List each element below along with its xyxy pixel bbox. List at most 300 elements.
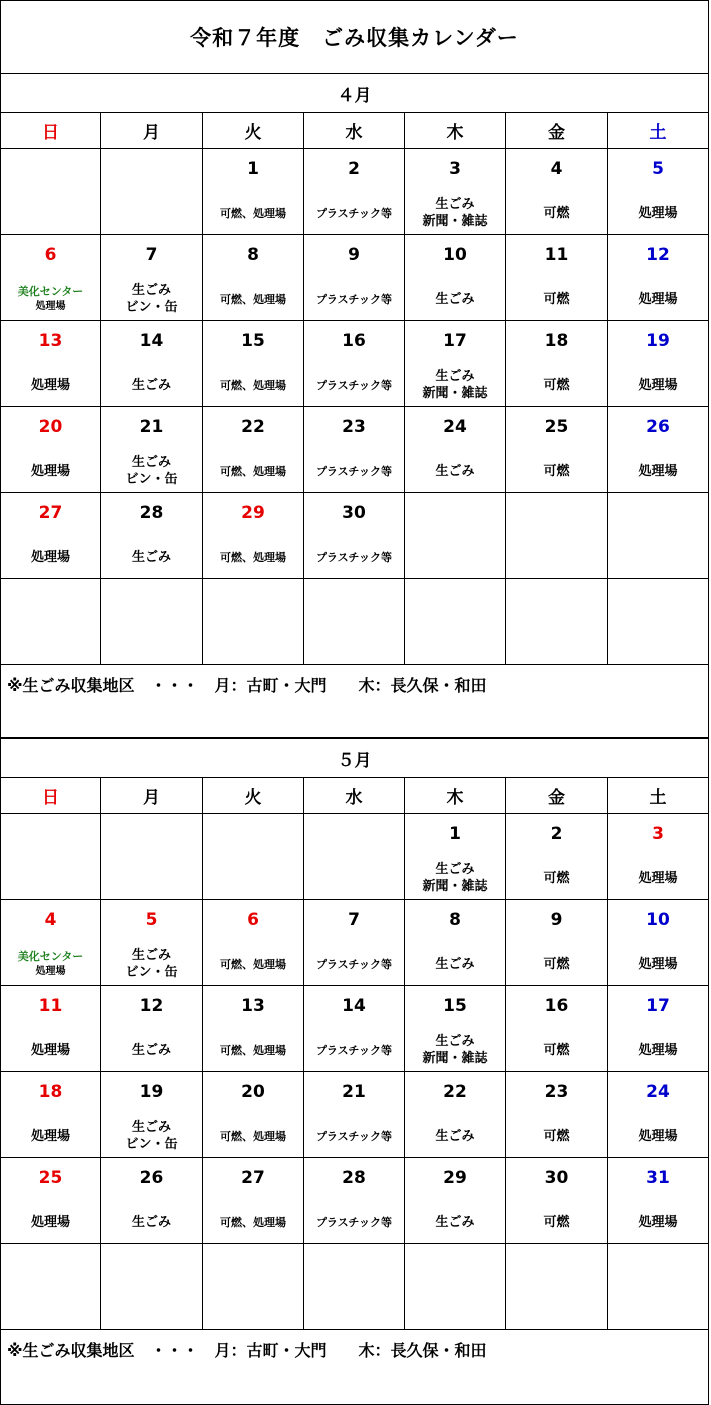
day-number: 21: [342, 1082, 366, 1102]
collection-note: [304, 1204, 404, 1240]
day-cell: [506, 235, 608, 321]
weekday-header: 水: [304, 113, 405, 149]
collection-item: 可燃、処理場: [220, 957, 286, 971]
collection-note: [1, 281, 100, 317]
day-cell: [101, 986, 203, 1072]
collection-item: プラスチック等: [315, 957, 393, 971]
collection-note: [405, 1118, 505, 1154]
day-number: 18: [544, 331, 569, 351]
collection-item: 処理場: [35, 966, 66, 977]
day-cell: [608, 493, 709, 579]
day-number: 23: [544, 1082, 569, 1102]
collection-item: 処理場: [638, 463, 678, 479]
day-number: 9: [550, 910, 563, 930]
collection-area-text: ※生ごみ収集地区 ・・・ 月：古町・大門 木：長久保・和田: [7, 676, 487, 695]
day-number: 5: [652, 159, 664, 179]
collection-item: 生ごみ: [435, 197, 475, 212]
day-number: 31: [646, 1168, 670, 1188]
day-cell: [101, 900, 203, 986]
day-number: 17: [443, 331, 467, 351]
day-number: 28: [139, 503, 164, 523]
collection-note: [405, 946, 505, 982]
day-cell: [0, 149, 101, 235]
collection-item: 処理場: [638, 1042, 678, 1058]
day-number: 6: [247, 910, 259, 930]
day-number: 19: [646, 331, 670, 351]
day-cell: [506, 407, 608, 493]
day-cell: [506, 900, 608, 986]
collection-item: 生ごみ: [435, 1034, 475, 1049]
collection-note: [304, 367, 404, 403]
collection-item: 生ごみ: [435, 1214, 475, 1230]
day-number: 30: [342, 503, 366, 523]
weekday-header: 木: [405, 113, 506, 149]
day-cell: [304, 1072, 405, 1158]
day-cell: [203, 1244, 304, 1330]
day-cell: [405, 1158, 506, 1244]
collection-item: 処理場: [638, 956, 678, 972]
day-cell: [101, 493, 203, 579]
day-number: 19: [139, 1082, 164, 1102]
collection-note: [405, 860, 505, 896]
collection-item: プラスチック等: [315, 1129, 393, 1143]
collection-note: [203, 367, 303, 403]
day-cell: [608, 407, 709, 493]
collection-note: [608, 1118, 708, 1154]
weekday-header: 木: [405, 778, 506, 814]
collection-note: [101, 1204, 202, 1240]
collection-note: [304, 1118, 404, 1154]
day-cell: [203, 321, 304, 407]
collection-item: 生ごみ: [131, 1214, 171, 1230]
collection-item: プラスチック等: [315, 378, 393, 392]
collection-item: 生ごみ: [131, 455, 171, 470]
collection-item: ビン・缶: [125, 472, 178, 487]
day-number: 26: [139, 1168, 164, 1188]
day-number: 7: [348, 910, 360, 930]
collection-item: 処理場: [30, 1042, 70, 1058]
weekday-header: 土: [608, 778, 709, 814]
calendar-grid-april: [0, 113, 709, 665]
month-may: [0, 738, 709, 1405]
weekday-header: 土: [608, 113, 709, 149]
day-cell: [608, 1072, 709, 1158]
collection-note: [608, 195, 708, 231]
collection-item: 処理場: [638, 1214, 678, 1230]
collection-item: 美化センター: [17, 285, 84, 298]
day-number: 2: [550, 824, 563, 844]
day-cell: [304, 321, 405, 407]
day-cell: [101, 814, 203, 900]
collection-item: ビン・缶: [125, 1137, 178, 1152]
day-number: 22: [443, 1082, 467, 1102]
day-number: 10: [443, 245, 467, 265]
day-cell: [101, 579, 203, 665]
day-number: 16: [544, 996, 569, 1016]
collection-note: [1, 367, 100, 403]
collection-note: [101, 1032, 202, 1068]
collection-item: 処理場: [638, 870, 678, 886]
day-cell: [101, 321, 203, 407]
collection-note: [304, 281, 404, 317]
day-number: 3: [652, 824, 664, 844]
day-number: 27: [38, 503, 63, 523]
weekday-header: 日: [0, 778, 101, 814]
collection-note: [608, 367, 708, 403]
weekday-header: 金: [506, 778, 608, 814]
day-number: 20: [241, 1082, 265, 1102]
collection-item: 可燃: [543, 956, 570, 972]
collection-item: 処理場: [638, 291, 678, 307]
day-number: 1: [247, 159, 259, 179]
day-cell: [101, 235, 203, 321]
day-number: 8: [449, 910, 461, 930]
day-cell: [101, 149, 203, 235]
month-title-may: ５月: [0, 738, 709, 778]
day-cell: [0, 579, 101, 665]
day-number: 25: [544, 417, 569, 437]
day-cell: [405, 321, 506, 407]
collection-item: 生ごみ: [435, 1128, 475, 1144]
day-cell: [0, 1072, 101, 1158]
day-cell: [203, 579, 304, 665]
collection-note: [405, 281, 505, 317]
day-number: 11: [38, 996, 63, 1016]
day-cell: [405, 814, 506, 900]
day-cell: [0, 1158, 101, 1244]
collection-item: 生ごみ: [131, 549, 171, 565]
day-number: 18: [38, 1082, 63, 1102]
collection-note: [101, 539, 202, 575]
day-number: 25: [38, 1168, 63, 1188]
collection-item: 生ごみ: [131, 1120, 171, 1135]
day-cell: [304, 900, 405, 986]
day-cell: [304, 814, 405, 900]
day-cell: [608, 1244, 709, 1330]
day-number: 15: [443, 996, 467, 1016]
day-cell: [608, 814, 709, 900]
collection-note: [506, 367, 607, 403]
day-cell: [608, 149, 709, 235]
collection-item: 可燃: [543, 1128, 570, 1144]
collection-note: [506, 1204, 607, 1240]
collection-note: [203, 946, 303, 982]
collection-item: 処理場: [30, 549, 70, 565]
collection-item: 処理場: [30, 1128, 70, 1144]
collection-item: 生ごみ: [131, 377, 171, 393]
collection-item: 可燃: [543, 1042, 570, 1058]
collection-note: [203, 281, 303, 317]
collection-item: 可燃: [543, 205, 570, 221]
day-number: 1: [449, 824, 461, 844]
collection-note: [304, 539, 404, 575]
collection-item: 新聞・雑誌: [422, 214, 488, 229]
collection-note: [506, 1118, 607, 1154]
day-cell: [506, 1158, 608, 1244]
collection-note: [101, 946, 202, 982]
day-cell: [203, 814, 304, 900]
day-cell: [304, 986, 405, 1072]
day-number: 29: [241, 503, 265, 523]
day-cell: [304, 407, 405, 493]
collection-item: 生ごみ: [435, 862, 475, 877]
collection-note: [608, 281, 708, 317]
day-number: 11: [544, 245, 569, 265]
day-number: 24: [646, 1082, 670, 1102]
collection-item: 美化センター: [17, 950, 84, 963]
collection-item: 処理場: [35, 301, 66, 312]
collection-item: プラスチック等: [315, 1043, 393, 1057]
collection-note: [506, 946, 607, 982]
day-number: 12: [646, 245, 670, 265]
day-cell: [405, 1244, 506, 1330]
collection-item: 可燃: [543, 463, 570, 479]
day-cell: [608, 235, 709, 321]
collection-item: 処理場: [30, 377, 70, 393]
day-cell: [405, 900, 506, 986]
collection-note: [101, 367, 202, 403]
day-cell: [608, 900, 709, 986]
day-number: 30: [544, 1168, 569, 1188]
day-cell: [203, 900, 304, 986]
collection-item: 処理場: [638, 1128, 678, 1144]
collection-item: プラスチック等: [315, 550, 393, 564]
collection-item: 可燃、処理場: [220, 550, 286, 564]
collection-note: [608, 946, 708, 982]
collection-note: [1, 946, 100, 982]
day-cell: [0, 986, 101, 1072]
collection-note: [1, 1204, 100, 1240]
day-cell: [0, 900, 101, 986]
day-cell: [506, 1072, 608, 1158]
collection-item: プラスチック等: [315, 1215, 393, 1229]
weekday-header: 月: [101, 778, 203, 814]
day-number: 14: [342, 996, 366, 1016]
collection-note: [101, 1118, 202, 1154]
day-cell: [405, 579, 506, 665]
collection-item: 可燃、処理場: [220, 378, 286, 392]
day-number: 27: [241, 1168, 265, 1188]
day-cell: [506, 149, 608, 235]
month-title-april: ４月: [0, 73, 709, 113]
collection-item: 生ごみ: [131, 1042, 171, 1058]
collection-note: [506, 1032, 607, 1068]
collection-item: プラスチック等: [315, 292, 393, 306]
weekday-header: 金: [506, 113, 608, 149]
day-cell: [203, 1072, 304, 1158]
collection-item: 可燃、処理場: [220, 1043, 286, 1057]
collection-item: 処理場: [638, 205, 678, 221]
day-number: 4: [550, 159, 563, 179]
day-cell: [506, 986, 608, 1072]
collection-item: 新聞・雑誌: [422, 879, 488, 894]
day-cell: [405, 149, 506, 235]
collection-note: [1, 453, 100, 489]
collection-note: [608, 1204, 708, 1240]
collection-item: 可燃、処理場: [220, 464, 286, 478]
collection-item: 可燃: [543, 377, 570, 393]
day-cell: [101, 1072, 203, 1158]
page-title: 令和７年度 ごみ収集カレンダー: [0, 0, 709, 73]
collection-item: 処理場: [638, 377, 678, 393]
day-number: 5: [145, 910, 158, 930]
day-cell: [304, 149, 405, 235]
collection-note: [405, 1204, 505, 1240]
day-cell: [405, 1072, 506, 1158]
collection-note: [506, 860, 607, 896]
day-number: 7: [145, 245, 158, 265]
day-number: 4: [44, 910, 57, 930]
day-cell: [101, 1158, 203, 1244]
day-cell: [0, 1244, 101, 1330]
day-number: 21: [139, 417, 164, 437]
collection-note: [101, 453, 202, 489]
day-cell: [203, 986, 304, 1072]
collection-note: [608, 860, 708, 896]
collection-item: 可燃: [543, 870, 570, 886]
day-cell: [203, 1158, 304, 1244]
day-cell: [304, 1158, 405, 1244]
day-cell: [203, 407, 304, 493]
day-cell: [0, 407, 101, 493]
collection-item: 生ごみ: [435, 463, 475, 479]
day-cell: [405, 493, 506, 579]
calendar-grid-may: [0, 778, 709, 1330]
day-cell: [608, 986, 709, 1072]
collection-item: 生ごみ: [131, 948, 171, 963]
collection-note: [304, 946, 404, 982]
collection-item: 可燃: [543, 291, 570, 307]
day-number: 8: [247, 245, 259, 265]
day-cell: [608, 1158, 709, 1244]
collection-note: [203, 539, 303, 575]
day-cell: [101, 1244, 203, 1330]
day-number: 13: [38, 331, 63, 351]
day-number: 16: [342, 331, 366, 351]
day-number: 3: [449, 159, 461, 179]
day-number: 2: [348, 159, 360, 179]
collection-note: [203, 195, 303, 231]
day-number: 24: [443, 417, 467, 437]
collection-item: 可燃、処理場: [220, 292, 286, 306]
collection-item: 処理場: [30, 1214, 70, 1230]
day-number: 17: [646, 996, 670, 1016]
day-cell: [304, 1244, 405, 1330]
collection-note: [1, 539, 100, 575]
day-cell: [203, 235, 304, 321]
day-cell: [0, 814, 101, 900]
day-cell: [506, 493, 608, 579]
collection-note: [203, 1032, 303, 1068]
collection-note: [203, 1204, 303, 1240]
collection-note: [608, 1032, 708, 1068]
collection-area-note: [0, 1330, 709, 1405]
day-number: 6: [44, 245, 57, 265]
day-cell: [304, 493, 405, 579]
day-number: 20: [38, 417, 63, 437]
collection-note: [405, 367, 505, 403]
day-number: 23: [342, 417, 366, 437]
day-cell: [405, 986, 506, 1072]
collection-note: [304, 1032, 404, 1068]
day-cell: [0, 235, 101, 321]
collection-item: 生ごみ: [435, 956, 475, 972]
day-cell: [0, 321, 101, 407]
day-cell: [101, 407, 203, 493]
collection-item: 新聞・雑誌: [422, 386, 488, 401]
weekday-header: 火: [203, 778, 304, 814]
collection-item: プラスチック等: [315, 464, 393, 478]
weekday-header: 日: [0, 113, 101, 149]
day-number: 28: [342, 1168, 366, 1188]
collection-note: [101, 281, 202, 317]
day-cell: [405, 407, 506, 493]
day-number: 14: [139, 331, 164, 351]
collection-item: 処理場: [30, 463, 70, 479]
day-number: 13: [241, 996, 265, 1016]
collection-item: 生ごみ: [435, 369, 475, 384]
collection-area-note: [0, 665, 709, 738]
day-cell: [203, 493, 304, 579]
day-number: 10: [646, 910, 670, 930]
collection-item: 可燃: [543, 1214, 570, 1230]
collection-item: 新聞・雑誌: [422, 1051, 488, 1066]
collection-note: [405, 195, 505, 231]
collection-note: [203, 1118, 303, 1154]
collection-note: [405, 1032, 505, 1068]
collection-item: ビン・缶: [125, 300, 178, 315]
collection-item: 生ごみ: [435, 291, 475, 307]
day-number: 15: [241, 331, 265, 351]
day-cell: [506, 579, 608, 665]
collection-note: [304, 195, 404, 231]
day-cell: [506, 321, 608, 407]
collection-note: [506, 195, 607, 231]
day-number: 9: [348, 245, 360, 265]
collection-note: [1, 1032, 100, 1068]
collection-note: [1, 1118, 100, 1154]
collection-item: 可燃、処理場: [220, 1129, 286, 1143]
day-cell: [304, 235, 405, 321]
collection-item: 生ごみ: [131, 283, 171, 298]
day-cell: [203, 149, 304, 235]
month-april: [0, 73, 709, 738]
day-cell: [405, 235, 506, 321]
collection-note: [608, 453, 708, 489]
day-number: 22: [241, 417, 265, 437]
day-number: 12: [139, 996, 164, 1016]
day-cell: [304, 579, 405, 665]
day-cell: [506, 814, 608, 900]
collection-item: プラスチック等: [315, 206, 393, 220]
collection-item: ビン・缶: [125, 965, 178, 980]
collection-note: [506, 453, 607, 489]
day-cell: [506, 1244, 608, 1330]
day-cell: [0, 493, 101, 579]
collection-note: [304, 453, 404, 489]
collection-note: [506, 281, 607, 317]
weekday-header: 水: [304, 778, 405, 814]
day-number: 29: [443, 1168, 467, 1188]
weekday-header: 火: [203, 113, 304, 149]
day-number: 26: [646, 417, 670, 437]
collection-note: [203, 453, 303, 489]
weekday-header: 月: [101, 113, 203, 149]
day-cell: [608, 321, 709, 407]
collection-note: [405, 453, 505, 489]
collection-item: 可燃、処理場: [220, 1215, 286, 1229]
collection-area-text: ※生ごみ収集地区 ・・・ 月：古町・大門 木：長久保・和田: [7, 1341, 487, 1360]
